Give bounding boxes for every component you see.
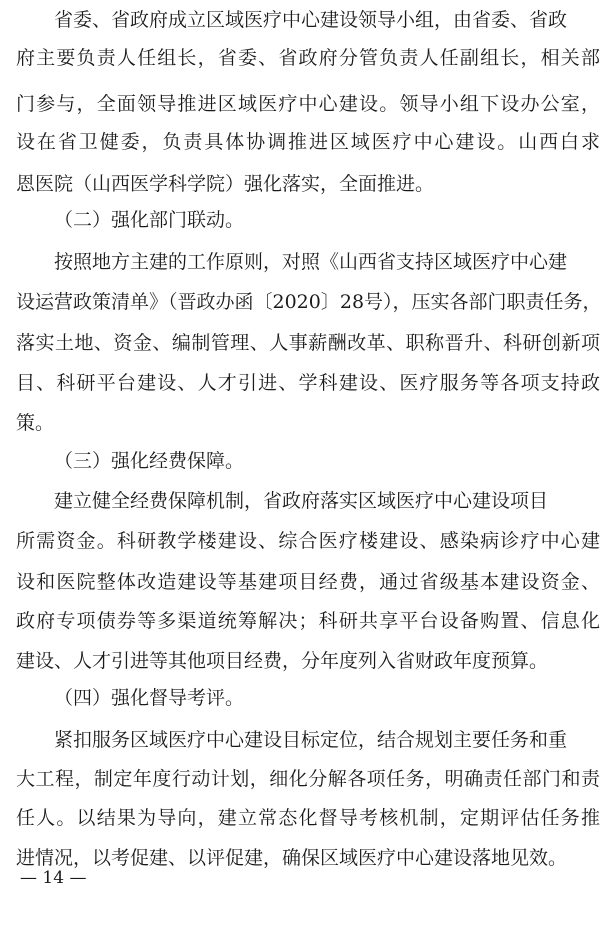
text-line: 政府专项债券等多渠道统筹解决；科研共享平台设备购置、信息化 <box>16 610 600 632</box>
text-line: 进情况，以考促建、以评促建，确保区域医疗中心建设落地见效。 <box>16 847 568 869</box>
text-line: 省委、省政府成立区域医疗中心建设领导小组，由省委、省政 <box>54 9 568 31</box>
text-line: 设和医院整体改造建设等基建项目经费，通过省级基本建设资金、 <box>16 571 600 593</box>
text-line: 恩医院（山西医学科学院）强化落实，全面推进。 <box>16 173 435 195</box>
section-heading-funding: （三）强化经费保障。 <box>54 450 245 472</box>
text-line: 紧扣服务区域医疗中心建设目标定位，结合规划主要任务和重 <box>54 729 568 751</box>
text-line: 目、科研平台建设、人才引进、学科建设、医疗服务等各项支持政 <box>16 372 600 394</box>
section-heading-supervision: （四）强化督导考评。 <box>54 687 245 709</box>
text-line: 所需资金。科研教学楼建设、综合医疗楼建设、感染病诊疗中心建 <box>16 530 600 552</box>
section-heading-department-linkage: （二）强化部门联动。 <box>54 209 245 231</box>
text-line: 设在省卫健委，负责具体协调推进区域医疗中心建设。山西白求 <box>16 131 600 153</box>
text-line: 大工程，制定年度行动计划，细化分解各项任务，明确责任部门和责 <box>16 768 600 790</box>
page-number: — 14 — <box>20 868 87 888</box>
text-line: 建立健全经费保障机制，省政府落实区域医疗中心建设项目 <box>54 490 549 512</box>
text-line: 门参与，全面领导推进区域医疗中心建设。领导小组下设办公室， <box>16 93 600 115</box>
text-line: 策。 <box>16 412 55 434</box>
text-line: 任人。以结果为导向，建立常态化督导考核机制，定期评估任务推 <box>16 807 600 829</box>
text-line: 府主要负责人任组长，省委、省政府分管负责人任副组长，相关部 <box>16 47 600 69</box>
text-line: 落实土地、资金、编制管理、人事薪酬改革、职称晋升、科研创新项 <box>16 332 600 354</box>
text-line: 建设、人才引进等其他项目经费，分年度列入省财政年度预算。 <box>16 650 549 672</box>
text-line: 按照地方主建的工作原则，对照《山西省支持区域医疗中心建 <box>54 251 568 273</box>
text-line: 设运营政策清单》（晋政办函〔2020〕28号），压实各部门职责任务， <box>16 291 602 313</box>
